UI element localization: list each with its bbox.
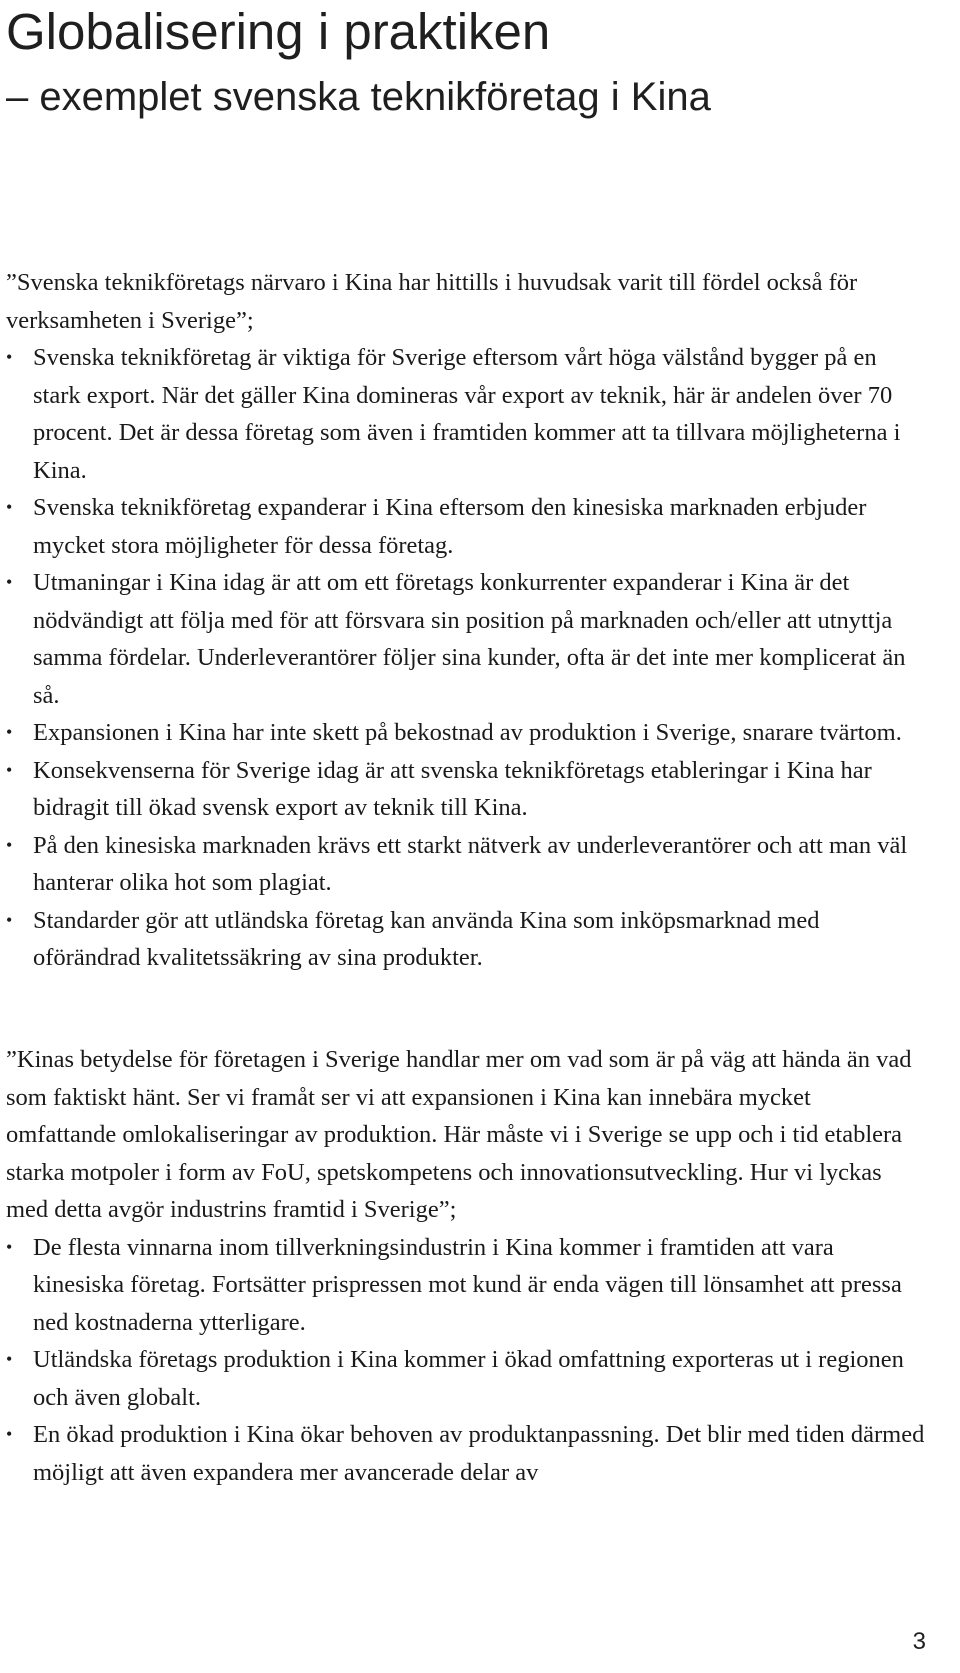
bullet-item bbox=[6, 827, 926, 902]
bullet-icon: • bbox=[6, 759, 13, 780]
bullet-item bbox=[6, 752, 926, 827]
page-subtitle: – exemplet svenska teknikföretag i Kina bbox=[6, 75, 711, 119]
bullet-item bbox=[6, 902, 926, 977]
bullet-item bbox=[6, 1341, 926, 1416]
bullet-item bbox=[6, 1416, 926, 1491]
bullet-icon: • bbox=[6, 834, 13, 855]
bullet-text: På den kinesiska marknaden krävs ett starkt nätverk av underleverantörer och att man väl hanterar olika hot som plagiat. bbox=[33, 831, 908, 896]
bullet-icon: • bbox=[6, 1236, 13, 1257]
bullet-text: Utländska företags produktion i Kina kommer i ökad omfattning exporteras ut i regionen och även globalt. bbox=[33, 1346, 904, 1411]
bullet-text: Standarder gör att utländska företag kan använda Kina som inköpsmarknad med oförändrad kvalitetssäkring av sina produkter. bbox=[33, 906, 820, 971]
bullet-text: Konsekvenserna för Sverige idag är att svenska teknikföretags etableringar i Kina har bidragit till ökad svensk export av teknik till Kina. bbox=[33, 756, 872, 821]
section-swedish-presence bbox=[6, 264, 926, 977]
bullet-icon: • bbox=[6, 722, 13, 742]
bullet-list bbox=[6, 1229, 926, 1492]
bullet-text: Utmaningar i Kina idag är att om ett företags konkurrenter expanderar i Kina är det nödvändigt att följa med för att försvara sin position på marknaden och/eller att utnyttja samma fördelar. Underleverantörer följer sina kunder, ofta är det inte mer komplicerat än så. bbox=[33, 569, 906, 709]
page-title: Globalisering i praktiken bbox=[6, 3, 551, 60]
bullet-icon: • bbox=[6, 1349, 13, 1369]
section-intro-quote: ”Kinas betydelse för företagen i Sverige handlar mer om vad som är på väg att hända än vad som faktiskt hänt. Ser vi framåt ser vi att expansionen i Kina kan innebära mycket omfattande omlokaliseringar av produktion. Här måste vi i Sverige se upp och i tid etablera starka motpoler i form av FoU, spetskompetens och innovationsutveckling. Hur vi lyckas med detta avgör industrins framtid i Sverige”; bbox=[6, 1046, 912, 1223]
bullet-icon: • bbox=[6, 347, 13, 367]
bullet-text: Expansionen i Kina har inte skett på bekostnad av produktion i Sverige, snarare tvärtom. bbox=[33, 719, 902, 746]
bullet-icon: • bbox=[6, 497, 13, 517]
bullet-item bbox=[6, 714, 926, 752]
bullet-text: Svenska teknikföretag expanderar i Kina eftersom den kinesiska marknaden erbjuder mycket stora möjligheter för dessa företag. bbox=[33, 494, 867, 559]
bullet-list bbox=[6, 339, 926, 977]
bullet-icon: • bbox=[6, 572, 13, 592]
section-china-significance bbox=[6, 1041, 926, 1491]
bullet-item bbox=[6, 489, 926, 564]
section-intro-quote: ”Svenska teknikföretags närvaro i Kina har hittills i huvudsak varit till fördel också för verksamheten i Sverige”; bbox=[6, 269, 858, 334]
bullet-icon: • bbox=[6, 1424, 13, 1444]
bullet-item bbox=[6, 339, 926, 489]
bullet-icon: • bbox=[6, 909, 13, 930]
bullet-text: De flesta vinnarna inom tillverkningsindustrin i Kina kommer i framtiden att vara kinesiska företag. Fortsätter prispressen mot kund är enda vägen till lönsamhet att pressa ned kostnaderna ytterligare. bbox=[33, 1233, 902, 1336]
bullet-item bbox=[6, 1229, 926, 1342]
page-number: 3 bbox=[912, 1628, 926, 1655]
bullet-item bbox=[6, 564, 926, 714]
bullet-text: Svenska teknikföretag är viktiga för Sverige eftersom vårt höga välstånd bygger på en stark export. När det gäller Kina domineras vår export av teknik, här är andelen över 70 procent. Det är dessa företag som även i framtiden kommer att ta tillvara möjligheterna i Kina. bbox=[33, 344, 901, 484]
bullet-text: En ökad produktion i Kina ökar behoven av produktanpassning. Det blir med tiden därmed möjligt att även expandera mer avancerade delar av bbox=[33, 1421, 925, 1486]
